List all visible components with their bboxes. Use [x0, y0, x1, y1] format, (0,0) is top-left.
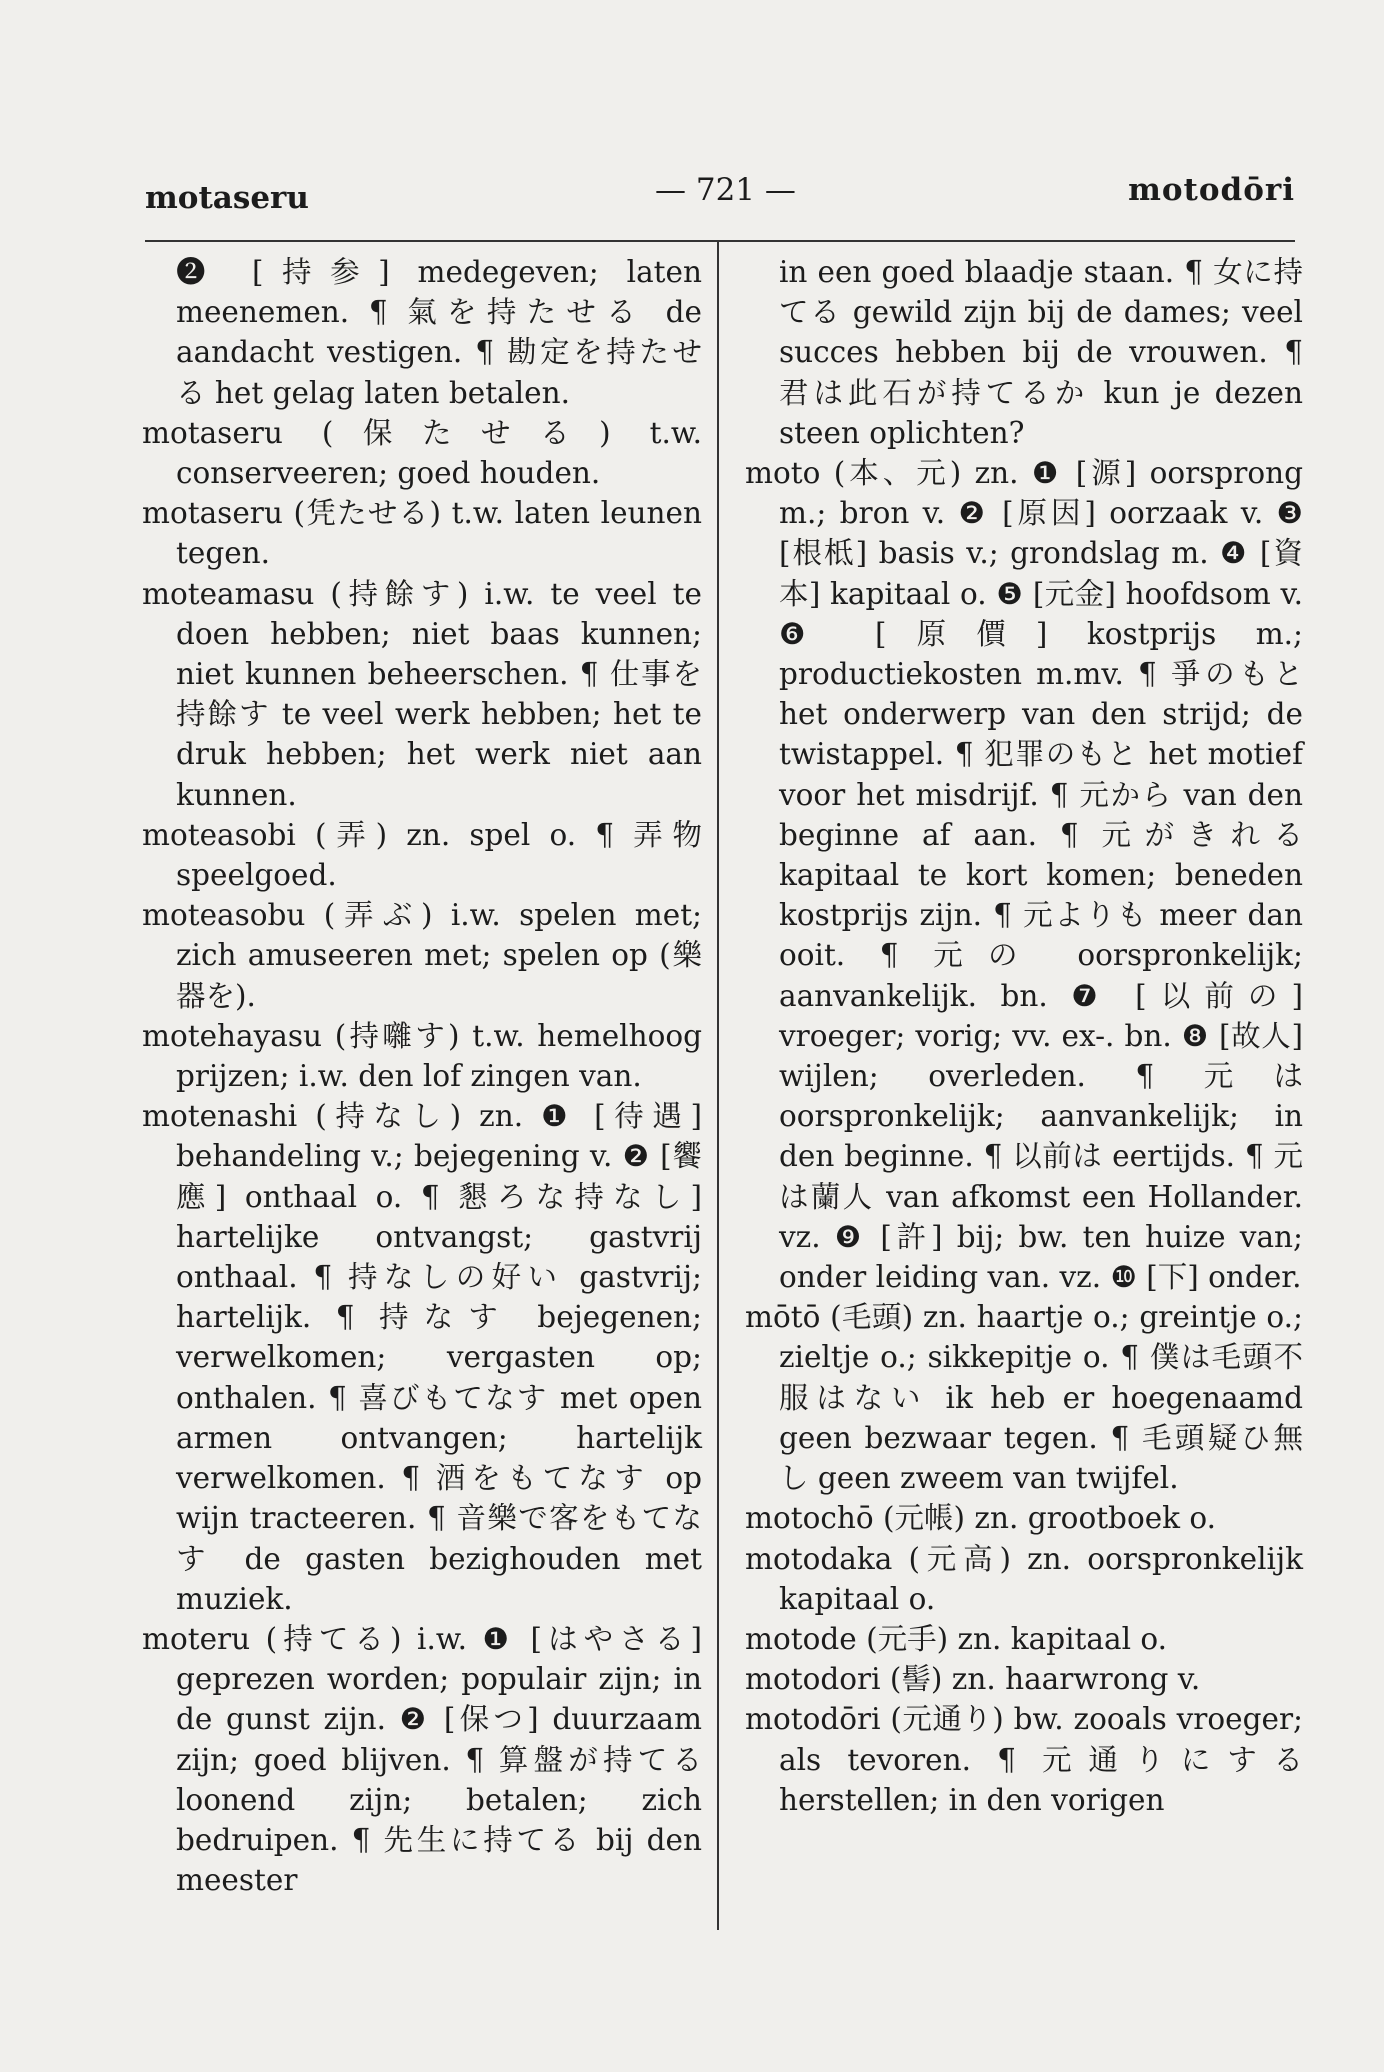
dictionary-entry: moteasobu (弄ぶ) i.w. spelen met; zich amuseeren met; spelen op (樂器を). [142, 898, 702, 1013]
right-column [745, 252, 1303, 1820]
left-column [142, 252, 702, 1900]
dictionary-entry: motodaka (元高) zn. oorspronkelijk kapitaal o. [745, 1541, 1303, 1616]
dictionary-entry: motenashi (持なし) zn. ❶ [待遇] behandeling v.; bejegening v. ❷ [饗應] onthaal o. ¶ 懇ろな持なし] hartelijke ontvangst; gastvrij onthaal. ¶ 持なしの好い gastvrij; hartelijk. ¶ 持なす bejegenen; verwelkomen; vergasten op; onthalen. ¶ 喜びもてなす met open armen ontvangen; hartelijk verwelkomen. ¶ 酒をもてなす op wijn tracteeren. ¶ 音樂で客をもてなす de gasten bezighouden met muziek. [142, 1099, 702, 1616]
dictionary-entry: mōtō (毛頭) zn. haartje o.; greintje o.; zieltje o.; sikkepitje o. ¶ 僕は毛頭不服はない ik heb er hoegenaamd geen bezwaar tegen. ¶ 毛頭疑ひ無し geen zweem van twijfel. [745, 1300, 1303, 1496]
dictionary-entry: moto (本、元) zn. ❶ [源] oorsprong m.; bron v. ❷ [原因] oorzaak v. ❸ [根柢] basis v.; grondslag m. ❹ [資本] kapitaal o. ❺ [元金] hoofdsom v. ❻ [原價] kostprijs m.; productiekosten m.mv. ¶ 爭のもと het onderwerp van den strijd; de twistappel. ¶ 犯罪のもと het motief voor het misdrijf. ¶ 元から van den beginne af aan. ¶ 元がきれる kapitaal te kort komen; beneden kostprijs zijn. ¶ 元よりも meer dan ooit. ¶ 元の oorspronkelijk; aanvankelijk. bn. ❼ [以前の] vroeger; vorig; vv. ex-. bn. ❽ [故人] wijlen; overleden. ¶ 元は oorspronkelijk; aanvankelijk; in den beginne. ¶ 以前は eertijds. ¶ 元は蘭人 van afkomst een Hollander. vz. ❾ [許] bij; bw. ten huize van; onder leiding van. vz. ❿ [下] onder. [745, 456, 1303, 1295]
dictionary-entry: moteasobi (弄) zn. spel o. ¶ 弄物 speelgoed. [142, 817, 702, 893]
last-guideword: motodōri [1128, 172, 1295, 208]
first-guideword: motaseru [145, 180, 309, 216]
running-head [145, 170, 1295, 220]
dictionary-entry: ❷ [持参] medegeven; laten meenemen. ¶ 氣を持たせる de aandacht vestigen. ¶ 勘定を持たせる het gelag laten betalen. [176, 255, 702, 410]
dictionary-entry: motode (元手) zn. kapitaal o. [745, 1621, 1168, 1656]
dictionary-entry: in een goed blaadje staan. ¶ 女に持てる gewild zijn bij de dames; veel succes hebben bij de vrouwen. ¶ 君は此石が持てるか kun je dezen steen oplichten? [779, 255, 1303, 450]
header-rule [145, 240, 1295, 242]
column-divider [717, 240, 719, 1930]
dictionary-entry: motodōri (元通り) bw. zooals vroeger; als tevoren. ¶ 元通りにする herstellen; in den vorigen [745, 1702, 1303, 1817]
page-number: — 721 — [655, 172, 796, 208]
dictionary-entry: moteamasu (持餘す) i.w. te veel te doen hebben; niet baas kunnen; niet kunnen beheerschen. ¶ 仕事を持餘す te veel werk hebben; het te druk hebben; het werk niet aan kunnen. [142, 576, 702, 812]
dictionary-entry: motodori (髻) zn. haarwrong v. [745, 1662, 1201, 1697]
dictionary-entry: motochō (元帳) zn. grootboek o. [745, 1501, 1217, 1536]
dictionary-entry: moteru (持てる) i.w. ❶ [はやさる] geprezen worden; populair zijn; in de gunst zijn. ❷ [保つ] duurzaam zijn; goed blijven. ¶ 算盤が持てる loonend zijn; betalen; zich bedruipen. ¶ 先生に持てる bij den meester [142, 1621, 702, 1898]
dictionary-entry: motaseru (保たせる) t.w. conserveeren; goed houden. [142, 415, 702, 491]
dictionary-entry: motehayasu (持囃す) t.w. hemelhoog prijzen; i.w. den lof zingen van. [142, 1018, 702, 1094]
dictionary-entry: motaseru (凭たせる) t.w. laten leunen tegen. [142, 496, 702, 571]
